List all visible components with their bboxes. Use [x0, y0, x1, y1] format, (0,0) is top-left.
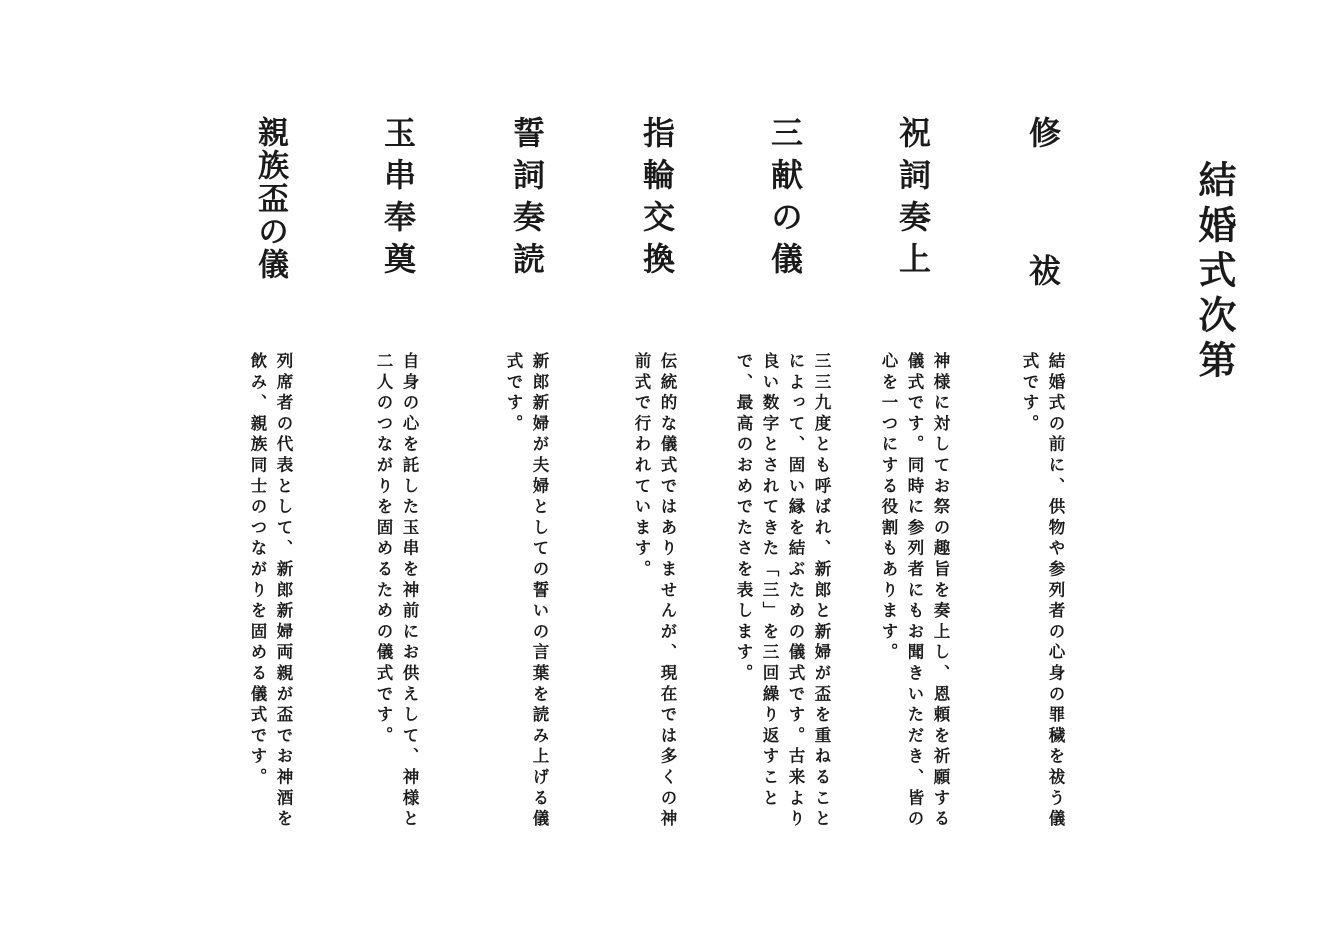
item-heading: 親族盃の儀 — [252, 116, 288, 281]
item-heading: 修祓 — [1024, 116, 1062, 296]
item-description: 列席者の代表として、新郎新婦両親が盃でお神酒を飲み、親族同士のつながりを固める儀式です。 — [248, 352, 293, 831]
item-heading: 誓詞奏読 — [508, 116, 546, 284]
item-description: 自身の心を託した玉串を神前にお供えして、神様と二人のつながりを固めるための儀式です。 — [374, 352, 419, 831]
item-heading: 指輪交換 — [638, 116, 676, 284]
item-heading: 三献の儀 — [766, 116, 804, 284]
item-heading: 玉串奉奠 — [379, 116, 417, 284]
item-description: 神様に対してお祭の趣旨を奏上し、恩頼を祈願する儀式です。同時に参列者にもお聞きいただき、皆の心を一つにする役割もあります。 — [879, 352, 950, 831]
item-description: 三三九度とも呼ばれ、新郎と新婦が盃を重ねることによって、固い縁を結ぶための儀式です。古来より良い数字とされてきた「三」を三回繰り返すことで、最高のおめでたさを表します。 — [734, 352, 831, 831]
item-description: 新郎新婦が夫婦としての誓いの言葉を読み上げる儀式です。 — [504, 352, 549, 831]
item-heading: 祝詞奏上 — [894, 116, 932, 284]
item-description: 結婚式の前に、供物や参列者の心身の罪穢を祓う儀式です。 — [1020, 352, 1065, 831]
page-title: 結婚式次第 — [1192, 160, 1237, 385]
item-description: 伝統的な儀式ではありませんが、現在では多くの神前式で行われています。 — [632, 352, 677, 831]
